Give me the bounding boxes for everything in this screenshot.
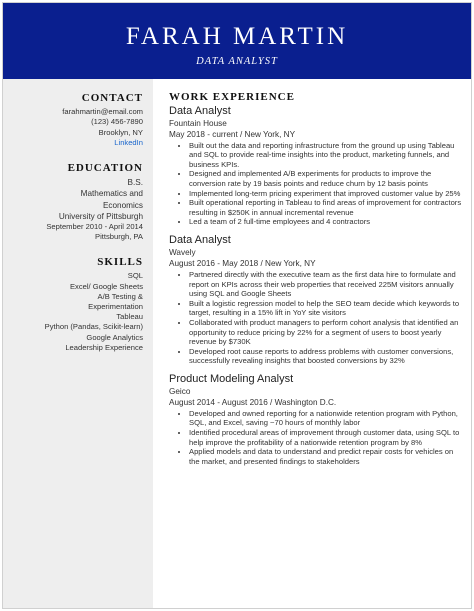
job-bullet: • Developed root cause reports to address problems with customer conversions, successfully revealing insights that boosted conversions by 32% (189, 347, 465, 366)
education-section (3, 163, 143, 242)
education-degree: B.S. (127, 178, 143, 188)
resume-page (2, 2, 472, 609)
contact-heading: CONTACT (81, 92, 143, 104)
job-bullet: • Built a logistic regression model to help the SEO team decide which keywords to target, resulting in a 15% lift in YoY site visitors (189, 299, 465, 318)
contact-email[interactable]: farahmartin@email.com (62, 107, 143, 117)
job-bullet: • Designed and implemented A/B experiments for products to improve the conversion rate by 19 basis points and reduce churn by 12 basis points (189, 169, 465, 188)
skill-item: Python (Pandas, Scikit-learn) (44, 322, 143, 332)
job-bullet: • Built out the data and reporting infrastructure from the ground up using Tableau and SQL to provide real-time insights into the product, marketing funnels, and business KPIs. (189, 141, 465, 170)
main-content (169, 79, 465, 608)
job-bullets (169, 270, 465, 366)
resume-header (3, 3, 471, 79)
skill-item: Tableau (116, 312, 143, 322)
job-bullet: • Applied models and data to understand and predict repair costs for vehicles on the market, and presented findings to stakeholders (189, 447, 465, 466)
skill-item: Excel/ Google Sheets (69, 281, 143, 291)
education-heading: EDUCATION (67, 162, 143, 175)
job-bullet: • Collaborated with product managers to perform cohort analysis that identified an opportunity to reduce pricing by 22% for a segment of users to boost yearly revenue by $730K (189, 318, 465, 347)
education-school: University of Pittsburgh (58, 211, 143, 221)
job-dates-location: May 2018 - current / New York, NY (169, 129, 296, 139)
job-dates-location: August 2016 - May 2018 / New York, NY (169, 258, 316, 268)
contact-phone: (123) 456-7890 (91, 117, 143, 127)
sidebar (3, 79, 153, 608)
work-experience-heading: WORK EXPERIENCE (169, 91, 295, 103)
education-dates: September 2010 - April 2014 (46, 221, 143, 231)
job-bullet: • Led a team of 2 full-time employees and 4 contractors (189, 217, 465, 227)
job-bullet: • Identified procedural areas of improvement through customer data, using SQL to help improve the profitability of a nationwide retention program by 8% (189, 428, 465, 447)
education-location: Pittsburgh, PA (95, 232, 143, 242)
skills-heading: SKILLS (97, 256, 143, 269)
skill-item: Leadership Experience (65, 342, 143, 352)
linkedin-link[interactable]: LinkedIn (114, 137, 143, 147)
job-company: Wavely (169, 247, 196, 257)
job-bullet: • Developed and owned reporting for a nationwide retention program with Python, SQL, and Excel, saving ~70 hours of monthly labor (189, 409, 465, 428)
job-bullet: • Implemented long-term pricing experiment that improved customer value by 25% (189, 189, 465, 199)
education-major-cont: Economics (102, 200, 143, 210)
skill-item: A/B Testing & (97, 291, 143, 301)
education-major: Mathematics and (80, 189, 143, 199)
contact-location: Brooklyn, NY (98, 127, 143, 137)
job-entry (169, 105, 465, 227)
job-title: Data Analyst (169, 233, 231, 246)
job-bullet: • Partnered directly with the executive team as the first data hire to formulate and report on KPIs across their web properties that received 225M visitors annually using SQL and Google Sheets (189, 270, 465, 299)
skill-item: Google Analytics (86, 332, 143, 342)
job-company: Fountain House (169, 118, 227, 128)
job-entry (169, 234, 465, 366)
candidate-name: FARAH MARTIN (125, 23, 349, 50)
job-entry (169, 373, 465, 467)
job-dates-location: August 2014 - August 2016 / Washington D.C. (169, 397, 337, 407)
skill-item: Experimentation (88, 302, 143, 312)
job-title: Product Modeling Analyst (169, 372, 294, 385)
contact-section (3, 93, 143, 148)
job-company: Geico (169, 386, 191, 396)
skills-section (3, 257, 143, 353)
skill-item: SQL (127, 271, 143, 281)
job-bullets (169, 141, 465, 227)
job-bullets (169, 409, 465, 467)
job-title: Data Analyst (169, 104, 231, 117)
candidate-title: DATA ANALYST (196, 56, 278, 67)
job-bullet: • Built operational reporting in Tableau to find areas of improvement for contractors resulting in $250K in annual incremental revenue (189, 198, 465, 217)
